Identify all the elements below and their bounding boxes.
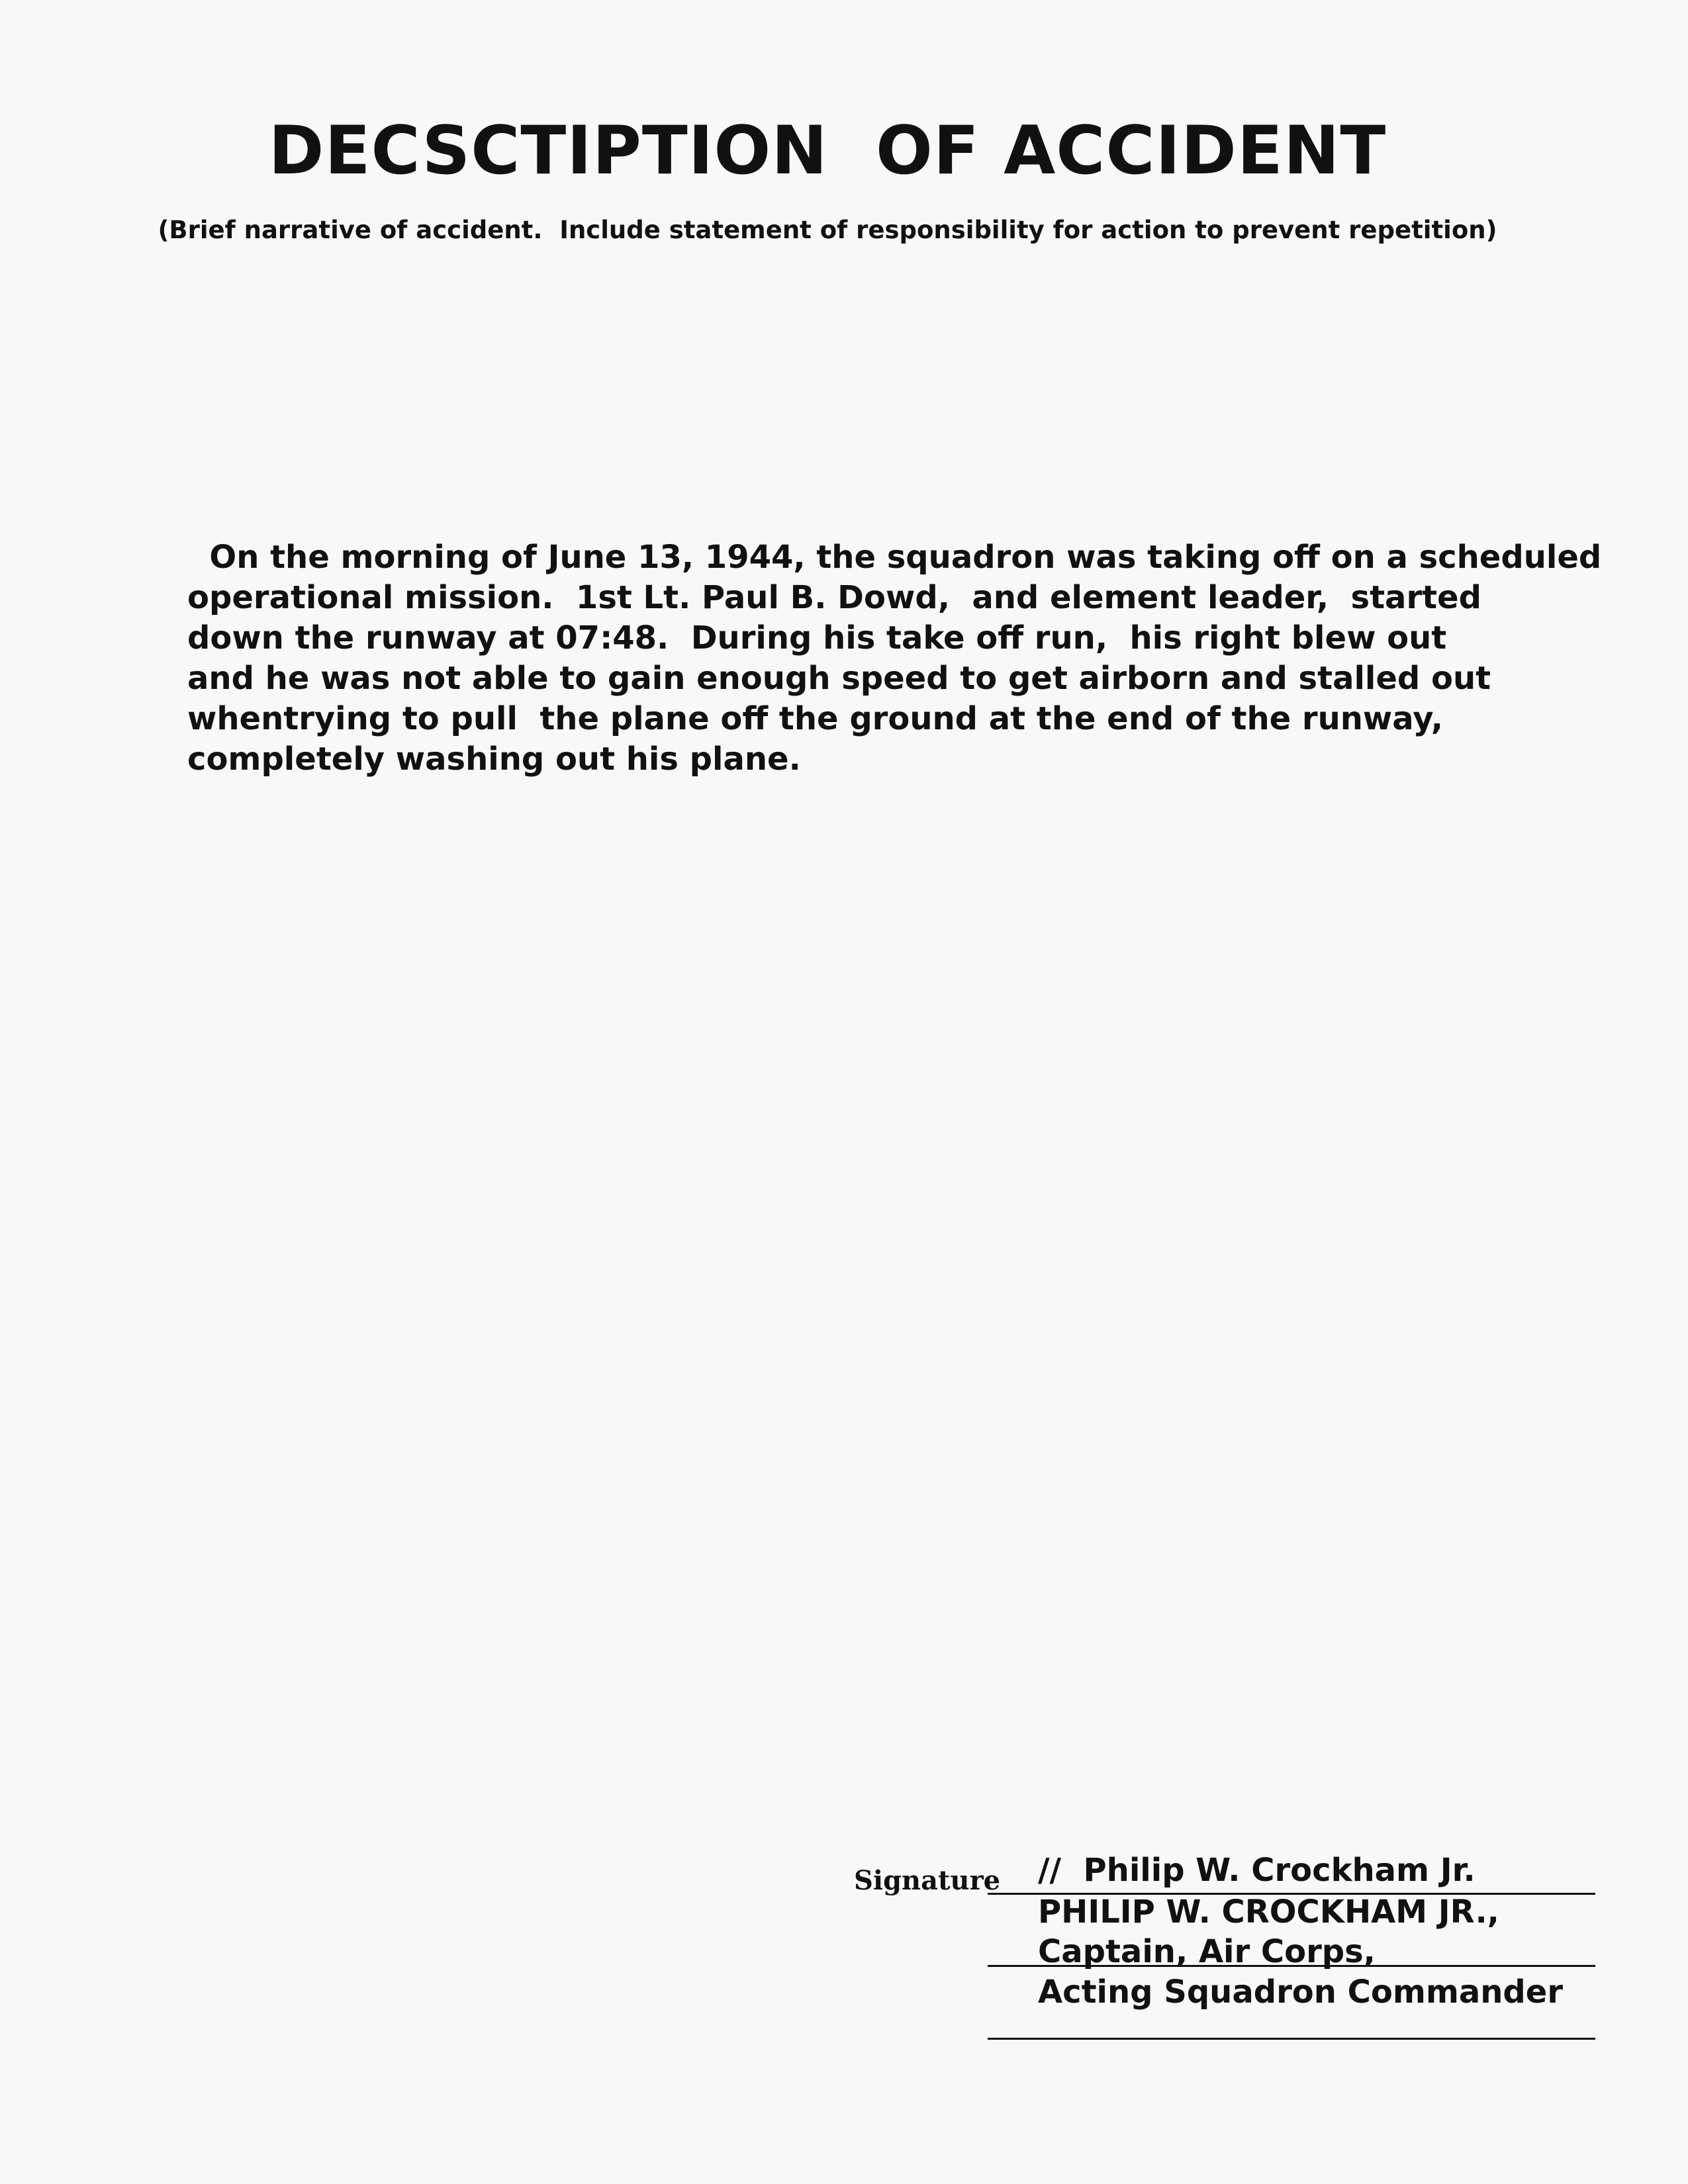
narrative-line: completely washing out his plane. [187, 741, 801, 778]
narrative-line: and he was not able to gain enough speed to get airborn and stalled out [187, 660, 1491, 697]
narrative-line: On the morning of June 13, 1944, the squadron was taking off on a scheduled [187, 539, 1602, 576]
page-subtitle: (Brief narrative of accident. Include statement of responsibility for action to prevent repetition) [158, 216, 1497, 244]
signature-line [988, 1965, 1595, 1967]
signature-signed-name: // Philip W. Crockham Jr. [1038, 1852, 1476, 1889]
signature-label: Signature [854, 1865, 1001, 1896]
narrative-line: operational mission. 1st Lt. Paul B. Dowd, and element leader, started [187, 579, 1481, 616]
narrative-line: whentrying to pull the plane off the ground at the end of the runway, [187, 700, 1443, 737]
signature-line [988, 2038, 1595, 2040]
narrative-line: down the runway at 07:48. During his take off run, his right blew out [187, 619, 1447, 657]
accident-narrative [187, 537, 1602, 780]
signatory-position: Acting Squadron Commander [1038, 1974, 1564, 2011]
signatory-rank: Captain, Air Corps, [1038, 1933, 1376, 1970]
page-title: DECSCTIPTION OF ACCIDENT [268, 111, 1387, 189]
signatory-name: PHILIP W. CROCKHAM JR., [1038, 1893, 1499, 1931]
